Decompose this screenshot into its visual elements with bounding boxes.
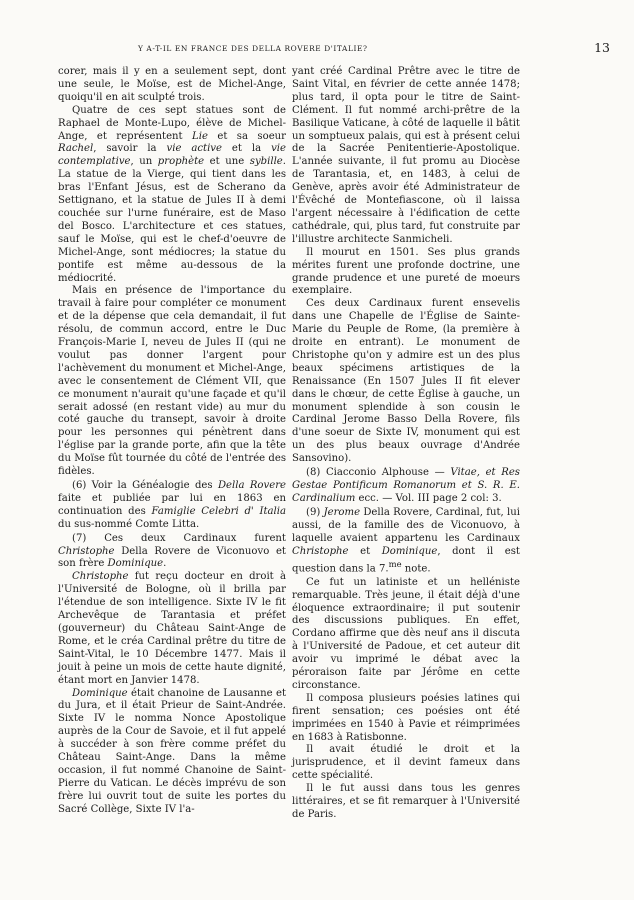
- running-title: Y A-T-IL EN FRANCE DES DELLA ROVERE D'ITALIE?: [138, 44, 368, 53]
- paragraph: Ces deux Cardinaux furent ensevelis dans une Chapelle de l'Église de Sainte-Marie du Peuple de Rome, (la première à droite en entrant). Le monument de Christophe qu'on y admire est un des plus beaux spécimens artistiques de la Renaissance (En 1507 Jules II fit elever dans le chœur, de cette Église à gauche, un monument splendide à son cousin le Cardinal Jerome Basso Della Rovere, fils d'une soeur de Sixte IV, monument qui est un des plus beaux ouvrage d'Andrée Sansovino).: [292, 298, 520, 465]
- footnote-9: (9) Jerome Della Rovere, Cardinal, fut, lui aussi, de la famille des de Viconuovo, à laquelle avaient appartenu les Cardinaux Christophe et Dominique, dont il est question dans la 7.$^{me}$ note.: [292, 506, 520, 575]
- paragraph: Dominique était chanoine de Lausanne et du Jura, et il était Prieur de Saint-Andrée. Sixte IV le nomma Nonce Apostolique auprès de la Cour de Savoie, et il fut appelé à succéder à son frère comme préfet du Château Saint-Ange. Dans la même occasion, il fut nommé Chanoine de Saint-Pierre du Vatican. Le décès imprévu de son frère lui ouvrit tout de suite les portes du Sacré Collège, Sixte IV l'a-: [58, 687, 286, 815]
- paragraph: Il composa plusieurs poésies latines qui firent sensation; ces poésies ont été imprimées en 1540 à Pavie et réimprimées en 1683 à Ratisbonne.: [292, 692, 520, 743]
- page-number: 13: [594, 40, 610, 55]
- paragraph: Mais en présence de l'importance du travail à faire pour compléter ce monument et de la dépense que cela demandait, il fut résolu, de commun accord, entre le Duc François-Marie I, neveu de Jules II (qui ne voulut pas donner l'argent pour l'achèvement du monument et Michel-Ange, avec le consentement de Clément VII, que ce monument n'aurait qu'une façade et qu'il serait adossé (en restant vide) au mur du coté gauche du transept, savoir à droite pour les personnes qui pénètrent dans l'église par la grande porte, afin que la tête du Moïse fût tournée du côté de l'entrée des fidèles.: [58, 285, 286, 478]
- paragraph: Christophe fut reçu docteur en droit à l'Université de Bologne, où il brilla par l'étendue de son intelligence. Sixte IV le fit Archevêque de Tarantasia et préfet (gouverneur) du Château Saint-Ange de Rome, et le créa Cardinal prêtre du titre de Saint-Vital, le 10 Décembre 1477. Mais il jouit à peine un mois de cette haute dignité, étant mort en Janvier 1478.: [58, 571, 286, 686]
- left-column: [58, 66, 286, 817]
- footnote-8: (8) Ciacconio Alphouse — Vitae, et Res Gestae Pontificum Romanorum et S. R. E. Cardinalium ecc. — Vol. III page 2 col: 3.: [292, 467, 520, 504]
- page-header: [58, 40, 610, 60]
- paragraph: Ce fut un latiniste et un helléniste remarquable. Très jeune, il était déjà d'une éloquence extraordinaire; il put soutenir des discussions publiques. En effet, Cordano affirme que dès neuf ans il discuta à l'Université de Padoue, et cet auteur dit avoir vu imprimé le débat avec la péroraison faite par Jérôme en cette circonstance.: [292, 576, 520, 691]
- paragraph: Il mourut en 1501. Ses plus grands mérites furent une profonde doctrine, une grande prudence et une pureté de moeurs exemplaire.: [292, 246, 520, 297]
- paragraph: yant créé Cardinal Prêtre avec le titre de Saint Vital, en février de cette année 1478; plus tard, il opta pour le titre de Saint-Clément. Il fut nommé archi-prêtre de la Basilique Vaticane, à côté de laquelle il bâtit un somptueux palais, qui est à présent celui de la Sacrée Penitentierie-Apostolique. L'année suivante, il fut promu au Diocèse de Tarantasia, et, en 1483, à celui de Genève, après avoir été Administrateur de l'Évêché de Montefiascone, où il laissa l'argent nécessaire à l'édification de cette cathédrale, qui, plus tard, fut construite par l'illustre architecte Sanmicheli.: [292, 66, 520, 245]
- footnote-7: (7) Ces deux Cardinaux furent Christophe Della Rovere de Viconuovo et son frère Dominique.: [58, 532, 286, 570]
- footnote-6: (6) Voir la Généalogie des Della Rovere faite et publiée par lui en 1863 en continuation des Famiglie Celebri d' Italia du sus-nommé Comte Litta.: [58, 480, 286, 530]
- right-column: [292, 66, 520, 822]
- paragraph: Il le fut aussi dans tous les genres littéraires, et se fit remarquer à l'Université de Paris.: [292, 783, 520, 821]
- paragraph: corer, mais il y en a seulement sept, dont une seule, le Moïse, est de Michel-Ange, quoiqu'il en ait sculpté trois.: [58, 66, 286, 103]
- paragraph: Quatre de ces sept statues sont de Raphael de Monte-Lupo, élève de Michel-Ange, et représentent Lie et sa soeur Rachel, savoir la vie active et la vie contemplative, un prophète et une sybille. La statue de la Vierge, qui tient dans les bras l'Enfant Jésus, est de Scherano da Settignano, et la statue de Jules II à demi couchée sur l'urne funéraire, est de Maso del Bosco. L'architecture et ces statues, sauf le Moïse, qui est le chef-d'oeuvre de Michel-Ange, sont médiocres; la statue du pontife est même au-dessous de la médiocrité.: [58, 104, 286, 284]
- paragraph: Il avait étudié le droit et la jurisprudence, et il devint fameux dans cette spécialité.: [292, 744, 520, 782]
